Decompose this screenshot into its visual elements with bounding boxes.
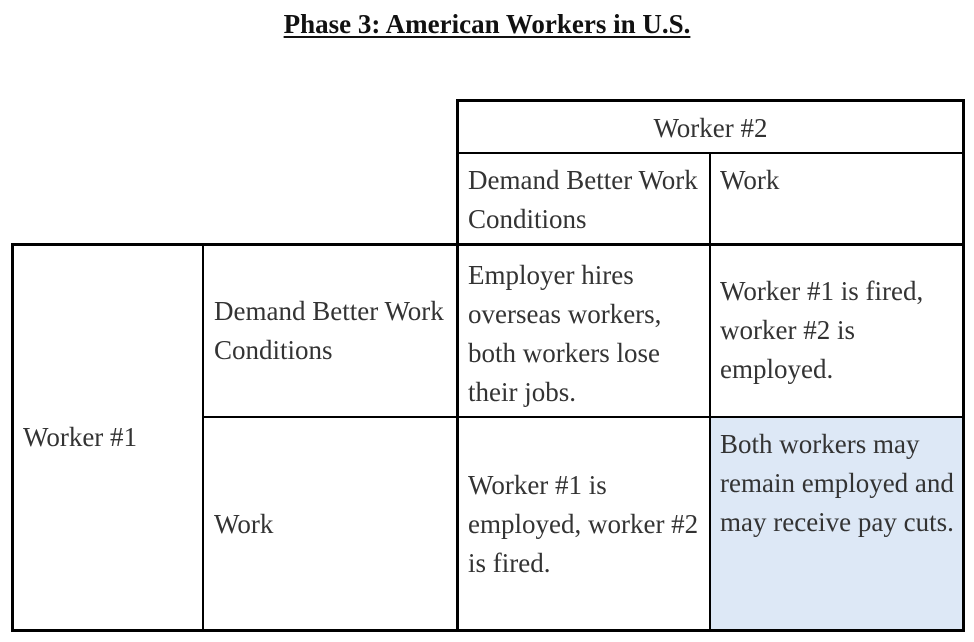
col-strategy-work: [710, 153, 963, 244]
outcome-demand-demand: [458, 244, 710, 417]
border-body-top: [11, 243, 965, 246]
col-strategy-demand: [458, 153, 710, 244]
outcome-demand-work: [710, 244, 963, 417]
col-player-label: Worker #2: [653, 113, 768, 143]
border-bottom: [11, 629, 965, 632]
col-player-header: [458, 101, 963, 153]
col-strategy-demand-label: Demand Better Work Conditions: [468, 165, 698, 234]
outcome-work-work-text: Both workers may remain employed and may receive pay cuts.: [720, 429, 954, 537]
border-row-divider: [203, 416, 965, 418]
row-player-label: Worker #1: [23, 422, 138, 452]
border-col-divider: [709, 152, 711, 632]
border-left-outer: [11, 243, 14, 632]
row-strategy-demand-label: Demand Better Work Conditions: [214, 295, 444, 365]
outcome-work-work: [710, 417, 963, 631]
outcome-work-demand-text: Worker #1 is employed, worker #2 is fired.: [468, 469, 699, 578]
outcome-work-demand: [458, 417, 710, 631]
border-right-outer: [962, 99, 965, 632]
row-strategy-demand: [204, 244, 458, 417]
border-top-header: [456, 99, 965, 102]
row-strategy-work: [204, 417, 458, 631]
row-player-header: [13, 244, 204, 631]
page-title-text: Phase 3: American Workers in U.S.: [283, 9, 691, 39]
col-strategy-work-label: Work: [720, 165, 780, 195]
page-title: [0, 6, 974, 42]
row-strategy-work-label: Work: [214, 508, 274, 539]
outcome-demand-demand-text: Employer hires overseas workers, both workers lose their jobs.: [468, 260, 662, 407]
outcome-demand-work-text: Worker #1 is fired, worker #2 is employed.: [720, 276, 924, 384]
border-header-left: [456, 99, 459, 632]
border-row-player-divider: [202, 243, 204, 632]
